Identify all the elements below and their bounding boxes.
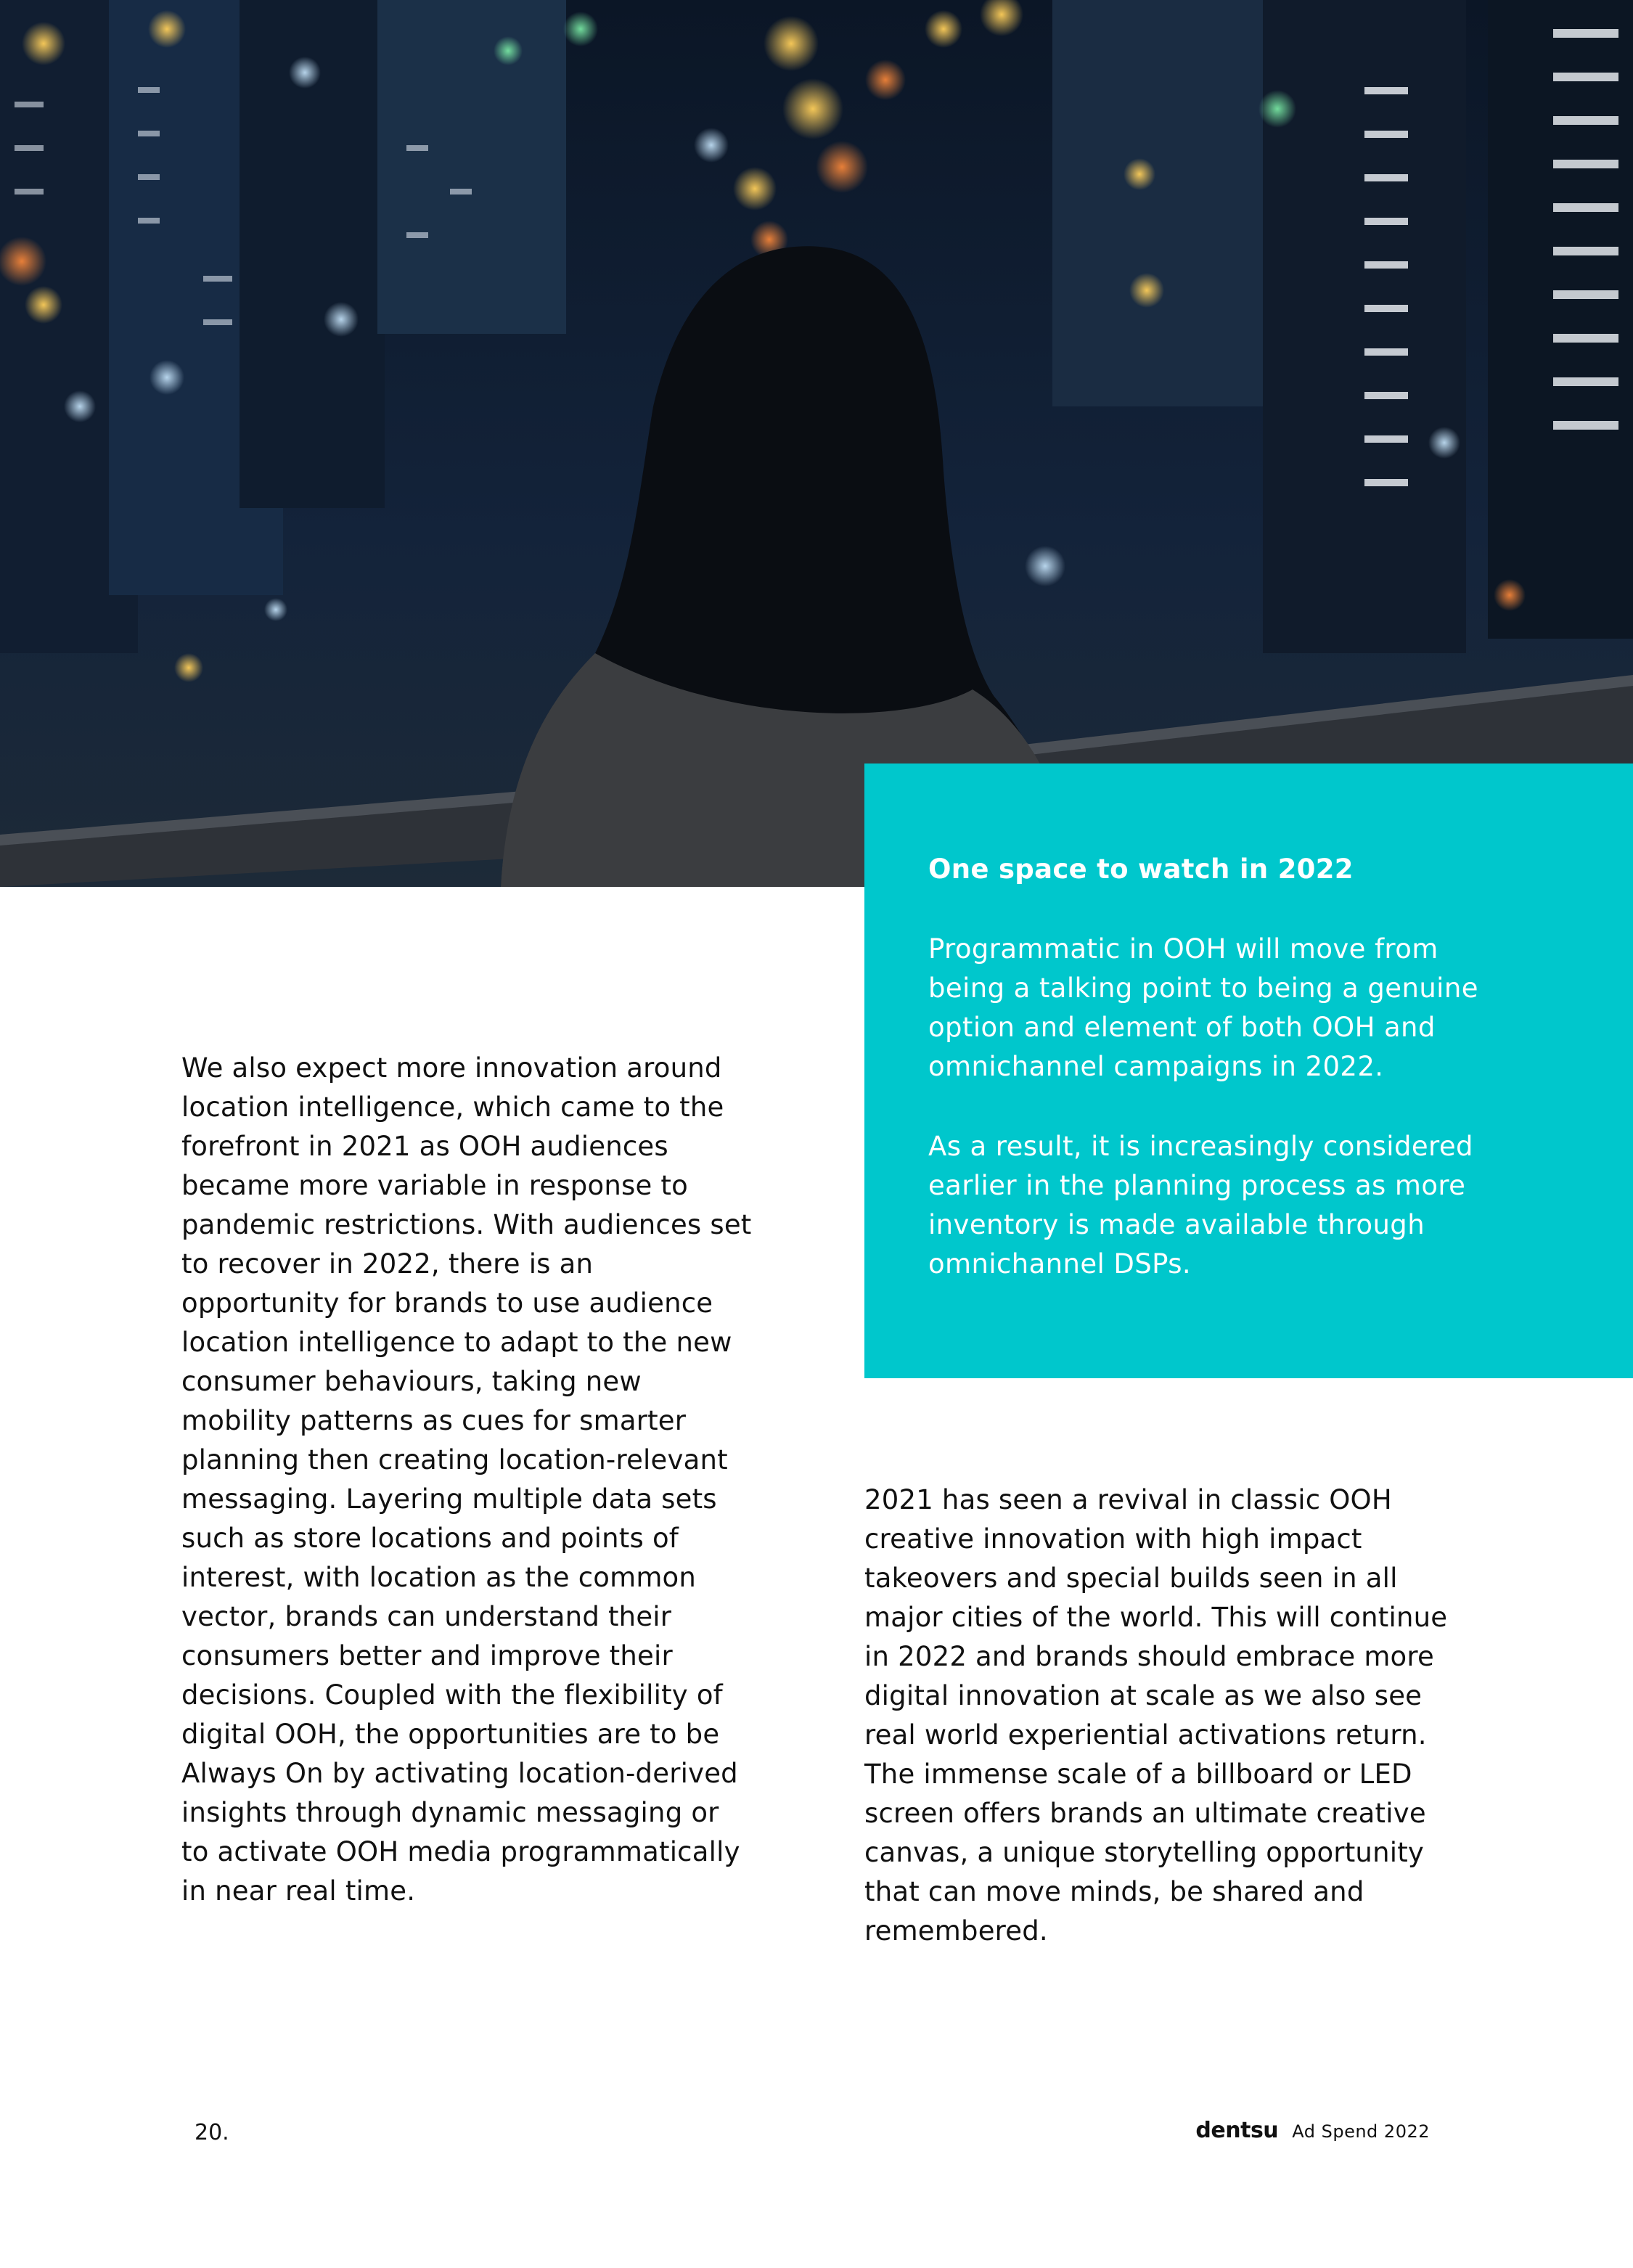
body-left-column: We also expect more innovation around location intelligence, which came to the forefront in 2021 as OOH audiences became more variable in response to pandemic restrictions. With audiences set to recover in 2022, there is an opportunity for brands to use audience location intelligence to adapt to the new consumer behaviours, taking new mobility patterns as cues for smarter planning then creating location-relevant messaging. Layering multiple data sets such as store locations and points of interest, with location as the common vector, brands can understand their consumers better and improve their decisions. Coupled with the flexibility of digital OOH, the opportunities are to be Always On by activating location-derived insights through dynamic messaging or to activate OOH media programmatically in near real time.: [181, 1052, 752, 1907]
page-number: 20.: [195, 2120, 229, 2145]
footer-brand: [1195, 2118, 1430, 2143]
hero-image: [0, 0, 1633, 887]
hero-city-night-photo: [0, 0, 1633, 887]
callout-paragraph: As a result, it is increasingly considered earlier in the planning process as more inventory is made available through omnichannel DSPs.: [928, 1131, 1473, 1280]
publication-title: Ad Spend 2022: [1292, 2121, 1430, 2142]
callout-title: One space to watch in 2022: [928, 853, 1354, 885]
dentsu-logo: dentsu: [1195, 2118, 1279, 2143]
body-right-column: 2021 has seen a revival in classic OOH creative innovation with high impact takeovers and special builds seen in all major cities of the world. This will continue in 2022 and brands should embrace more digital innovation at scale as we also see real world experiential activations return. The immense scale of a billboard or LED screen offers brands an ultimate creative canvas, a unique storytelling opportunity that can move minds, be shared and remembered.: [864, 1484, 1448, 1946]
callout-paragraph: Programmatic in OOH will move from being a talking point to being a genuine option and element of both OOH and omnichannel campaigns in 2022.: [928, 933, 1478, 1082]
callout-box: [864, 763, 1633, 1378]
